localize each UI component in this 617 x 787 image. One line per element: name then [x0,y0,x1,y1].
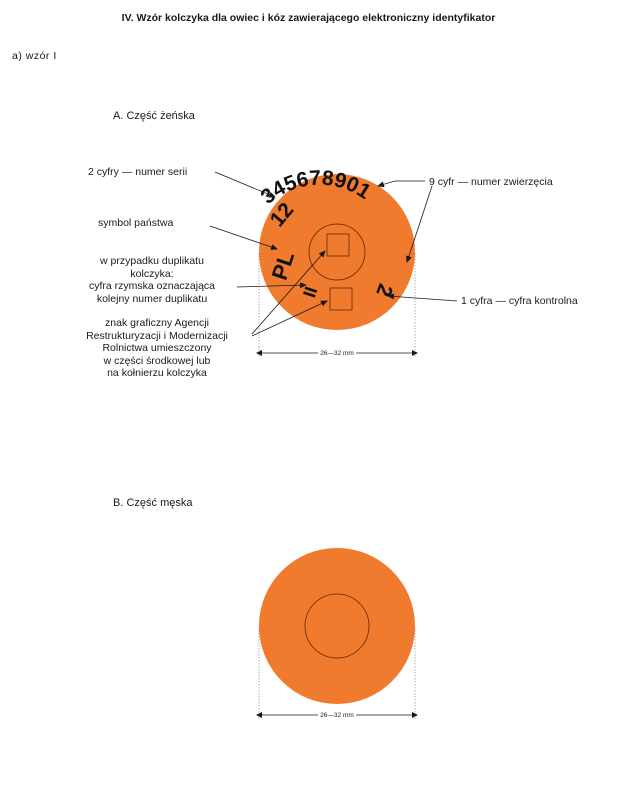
label-agency-line: Rolnictwa umieszczony [102,342,212,354]
male-tag-disc [259,548,415,704]
male-tag [259,548,415,704]
check-digit: 2 [371,280,397,300]
label-animal-number: 9 cyfr — numer zwierzęcia [429,176,553,188]
label-duplicate-line: kolejny numer duplikatu [96,292,208,305]
animal-number-path: 345678901 [256,166,375,209]
label-duplicate-line: cyfra rzymska oznaczająca [88,280,216,292]
label-agency-line: Restrukturyzacji i Modernizacji [86,329,228,342]
label-agency-line: w części środkowej lub [103,354,211,367]
label-series: 2 cyfry — numer serii [88,166,188,178]
country-code: PL [266,248,300,283]
series-digits: 12 [265,198,299,232]
section-a-heading: A. Część żeńska [113,110,195,122]
label-agency-line: znak graficzny Agencji [105,317,209,329]
label-country: symbol państwa [98,217,174,229]
female-tag [257,167,415,330]
label-duplicate-line: w przypadku duplikatu [100,255,204,267]
leader-animal-1 [378,181,425,186]
page-title: IV. Wzór kolczyka dla owiec i kóz zawierającego elektroniczny identyfikator [121,12,496,24]
leader-animal-2 [407,186,432,262]
dimension-text: 26—32 mm [320,350,354,357]
dimension-text: 26—32 mm [320,712,354,719]
label-duplicate-line: kolczyka: [130,267,174,280]
duplicate-roman-numeral: II [299,284,322,300]
variant-label: a) wzór I [12,50,57,62]
section-b-heading: B. Część męska [113,497,193,509]
label-agency-line: na kołnierzu kolczyka [107,367,207,379]
label-check-digit: 1 cyfra — cyfra kontrolna [461,295,578,307]
